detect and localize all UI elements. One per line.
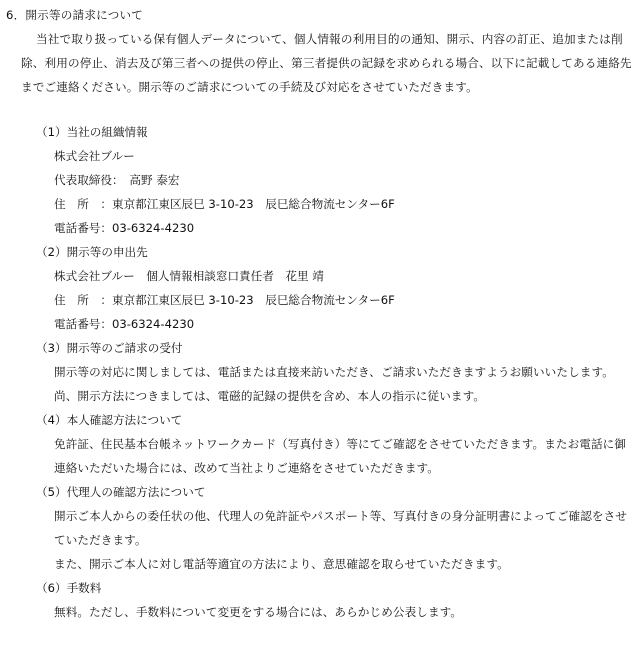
subsection-title: （6）手数料 — [36, 581, 102, 595]
subsection-agent-check — [36, 480, 636, 576]
contact-person: 株式会社ブルー 個人情報相談窓口責任者 花里 靖 — [54, 269, 324, 283]
subsection-paragraph: 開示等の対応に関しましては、電話または直接来訪いただき、ご請求いただきますようお願いいたします。尚、開示方法につきましては、電磁的記録の提供を含め、本人の指示に従います。 — [54, 365, 614, 403]
subsection-title: （2）開示等の申出先 — [36, 245, 148, 259]
subsection-organization — [36, 120, 636, 240]
representative: 代表取締役： 高野 泰宏 — [54, 173, 180, 187]
subsection-title: （4）本人確認方法について — [36, 413, 183, 427]
subsection-list — [36, 120, 636, 624]
phone-number: 電話番号：03-6324-4230 — [54, 221, 195, 235]
subsection-paragraph: 免許証、住民基本台帳ネットワークカード（写真付き）等にてご確認をさせていただきます。またお電話に御連絡いただいた場合には、改めて当社よりご連絡をさせていただきます。 — [54, 437, 627, 475]
phone-number: 電話番号：03-6324-4230 — [54, 317, 195, 331]
subsection-identity-check — [36, 408, 636, 480]
subsection-title: （3）開示等のご請求の受付 — [36, 341, 183, 355]
subsection-paragraph: 開示ご本人からの委任状の他、代理人の免許証やパスポート等、写真付きの身分証明書によってご確認をさせていただきます。 — [54, 509, 627, 547]
address: 住 所 ：東京都江東区辰巳 3-10-23 辰巳総合物流センター6F — [54, 293, 395, 307]
subsection-paragraph-2: また、開示ご本人に対し電話等適宜の方法により、意思確認を取らせていただきます。 — [54, 557, 509, 571]
address: 住 所 ：東京都江東区辰巳 3-10-23 辰巳総合物流センター6F — [54, 197, 395, 211]
company-name: 株式会社ブルー — [54, 149, 135, 163]
subsection-title: （1）当社の組織情報 — [36, 125, 148, 139]
subsection-title: （5）代理人の確認方法について — [36, 485, 206, 499]
subsection-paragraph: 無料。ただし、手数料について変更をする場合には、あらかじめ公表します。 — [54, 605, 463, 619]
section-heading: 6．開示等の請求について — [6, 8, 144, 22]
subsection-request-reception — [36, 336, 636, 408]
subsection-contact — [36, 240, 636, 336]
intro-paragraph: 当社で取り扱っている保有個人データについて、個人情報の利用目的の通知、開示、内容の訂正、追加または削除、利用の停止、消去及び第三者への提供の停止、第三者提供の記録を求められる場合、以下に記載してある連絡先までご連絡ください。開示等のご請求についての手続及び対応をさせていただきます。 — [21, 32, 632, 94]
subsection-fees — [36, 576, 636, 624]
